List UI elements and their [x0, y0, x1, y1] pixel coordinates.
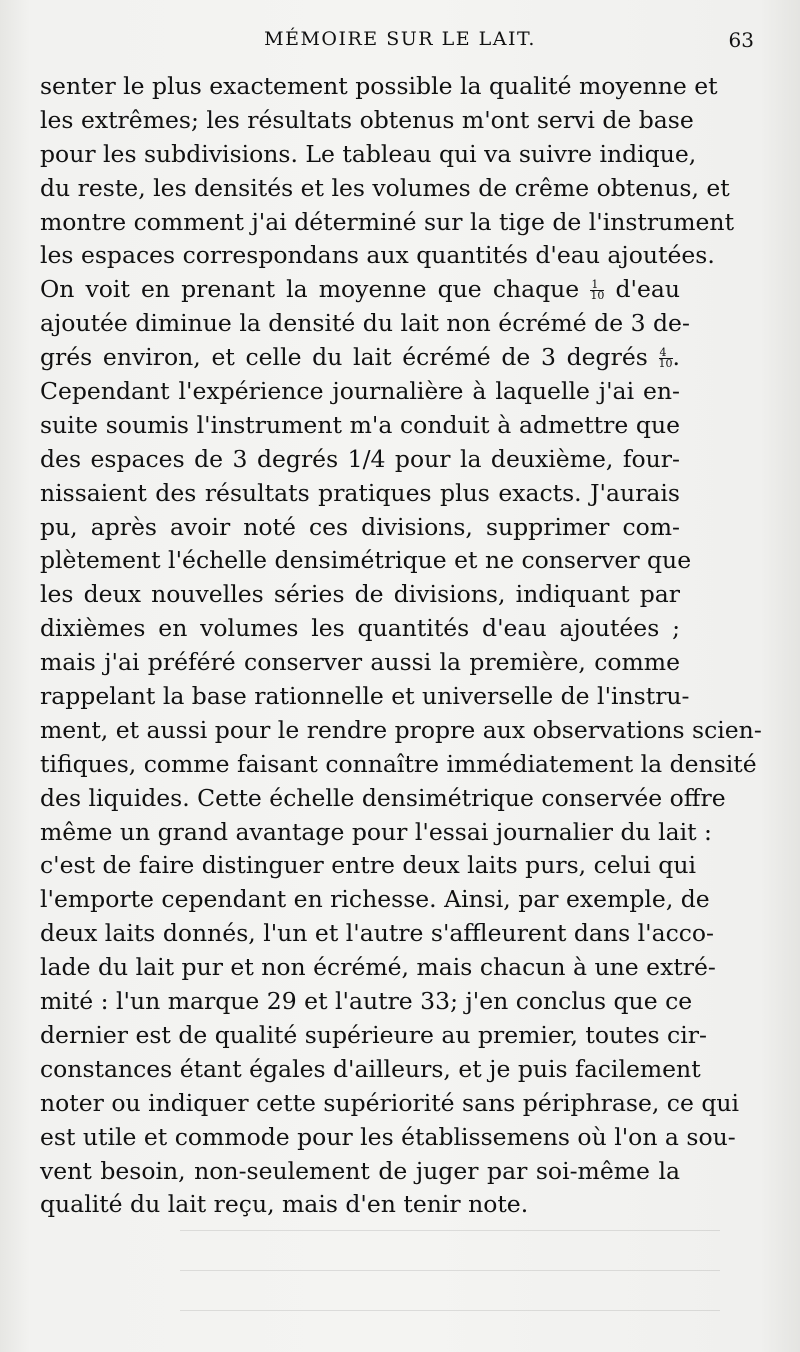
text-line: vent besoin, non-seulement de juger par soi-même la [40, 1156, 680, 1185]
text-line: tifiques, comme faisant connaître immédiatement la densité [40, 749, 757, 778]
text-line-last: qualité du lait reçu, mais d'en tenir note. [40, 1190, 529, 1219]
fraction-one-tenth [590, 280, 604, 301]
text-line: même un grand avantage pour l'essai journalier du lait : [40, 817, 712, 846]
text-line: mais j'ai préféré conserver aussi la première, comme [40, 648, 680, 677]
fraction-four-tenths [659, 348, 673, 369]
body-text [40, 70, 762, 1222]
text-line-with-fraction [40, 341, 680, 375]
text-line: suite soumis l'instrument m'a conduit à admettre que [40, 410, 680, 439]
show-through-rule [180, 1270, 720, 1271]
show-through-table-lines [180, 1210, 720, 1320]
text-line: les espaces correspondans aux quantités d'eau ajoutées. [40, 241, 715, 270]
text-line: mité : l'un marque 29 et l'autre 33; j'en conclus que ce [40, 987, 693, 1016]
text-line: noter ou indiquer cette supériorité sans périphrase, ce qui [40, 1088, 740, 1117]
text-line: deux laits donnés, l'un et l'autre s'affleurent dans l'acco- [40, 919, 714, 948]
text-line: dernier est de qualité supérieure au premier, toutes cir- [40, 1020, 707, 1049]
text-line: pour les subdivisions. Le tableau qui va suivre indique, [40, 139, 697, 168]
text-line-with-fraction [40, 273, 680, 307]
text-line: des liquides. Cette échelle densimétrique conservée offre [40, 783, 726, 812]
text-segment: . [672, 343, 680, 372]
text-line: Cependant l'expérience journalière à laquelle j'ai en- [40, 377, 680, 406]
show-through-rule [180, 1230, 720, 1231]
text-line: constances étant égales d'ailleurs, et je puis facilement [40, 1054, 701, 1083]
text-line: les extrêmes; les résultats obtenus m'ont servi de base [40, 105, 694, 134]
running-head: MÉMOIRE SUR LE LAIT. [264, 28, 536, 50]
text-segment: grés environ, et celle du lait écrémé de 3 degrés [40, 343, 648, 372]
text-line: senter le plus exactement possible la qualité moyenne et [40, 72, 718, 100]
text-segment: d'eau [615, 275, 680, 304]
text-line: pu, après avoir noté ces divisions, supprimer com- [40, 512, 680, 541]
fraction-numerator: 4 [659, 348, 673, 359]
page-number: 63 [728, 28, 754, 52]
text-line: dixièmes en volumes les quantités d'eau ajoutées ; [40, 614, 680, 643]
text-line: montre comment j'ai déterminé sur la tige de l'instrument [40, 207, 735, 236]
fraction-denominator: 10 [590, 289, 605, 303]
text-line: les deux nouvelles séries de divisions, indiquant par [40, 580, 680, 609]
fraction-denominator: 10 [658, 357, 673, 371]
page-header [40, 28, 760, 62]
text-segment: On voit en prenant la moyenne que chaque [40, 275, 580, 304]
text-line: rappelant la base rationnelle et universelle de l'instru- [40, 682, 690, 711]
text-line: l'emporte cependant en richesse. Ainsi, par exemple, de [40, 885, 710, 914]
show-through-rule [180, 1310, 720, 1311]
text-line: nissaient des résultats pratiques plus exacts. J'aurais [40, 478, 680, 507]
text-line: plètement l'échelle densimétrique et ne conserver que [40, 546, 692, 575]
fraction-numerator: 1 [590, 280, 604, 291]
text-line: des espaces de 3 degrés 1/4 pour la deuxième, four- [40, 444, 680, 473]
text-line: ment, et aussi pour le rendre propre aux observations scien- [40, 715, 762, 744]
text-line: c'est de faire distinguer entre deux laits purs, celui qui [40, 851, 696, 880]
text-line: lade du lait pur et non écrémé, mais chacun à une extré- [40, 953, 716, 982]
text-line: est utile et commode pour les établissemens où l'on a sou- [40, 1122, 736, 1151]
text-line: du reste, les densités et les volumes de crême obtenus, et [40, 173, 730, 202]
text-line: ajoutée diminue la densité du lait non écrémé de 3 de- [40, 309, 690, 338]
